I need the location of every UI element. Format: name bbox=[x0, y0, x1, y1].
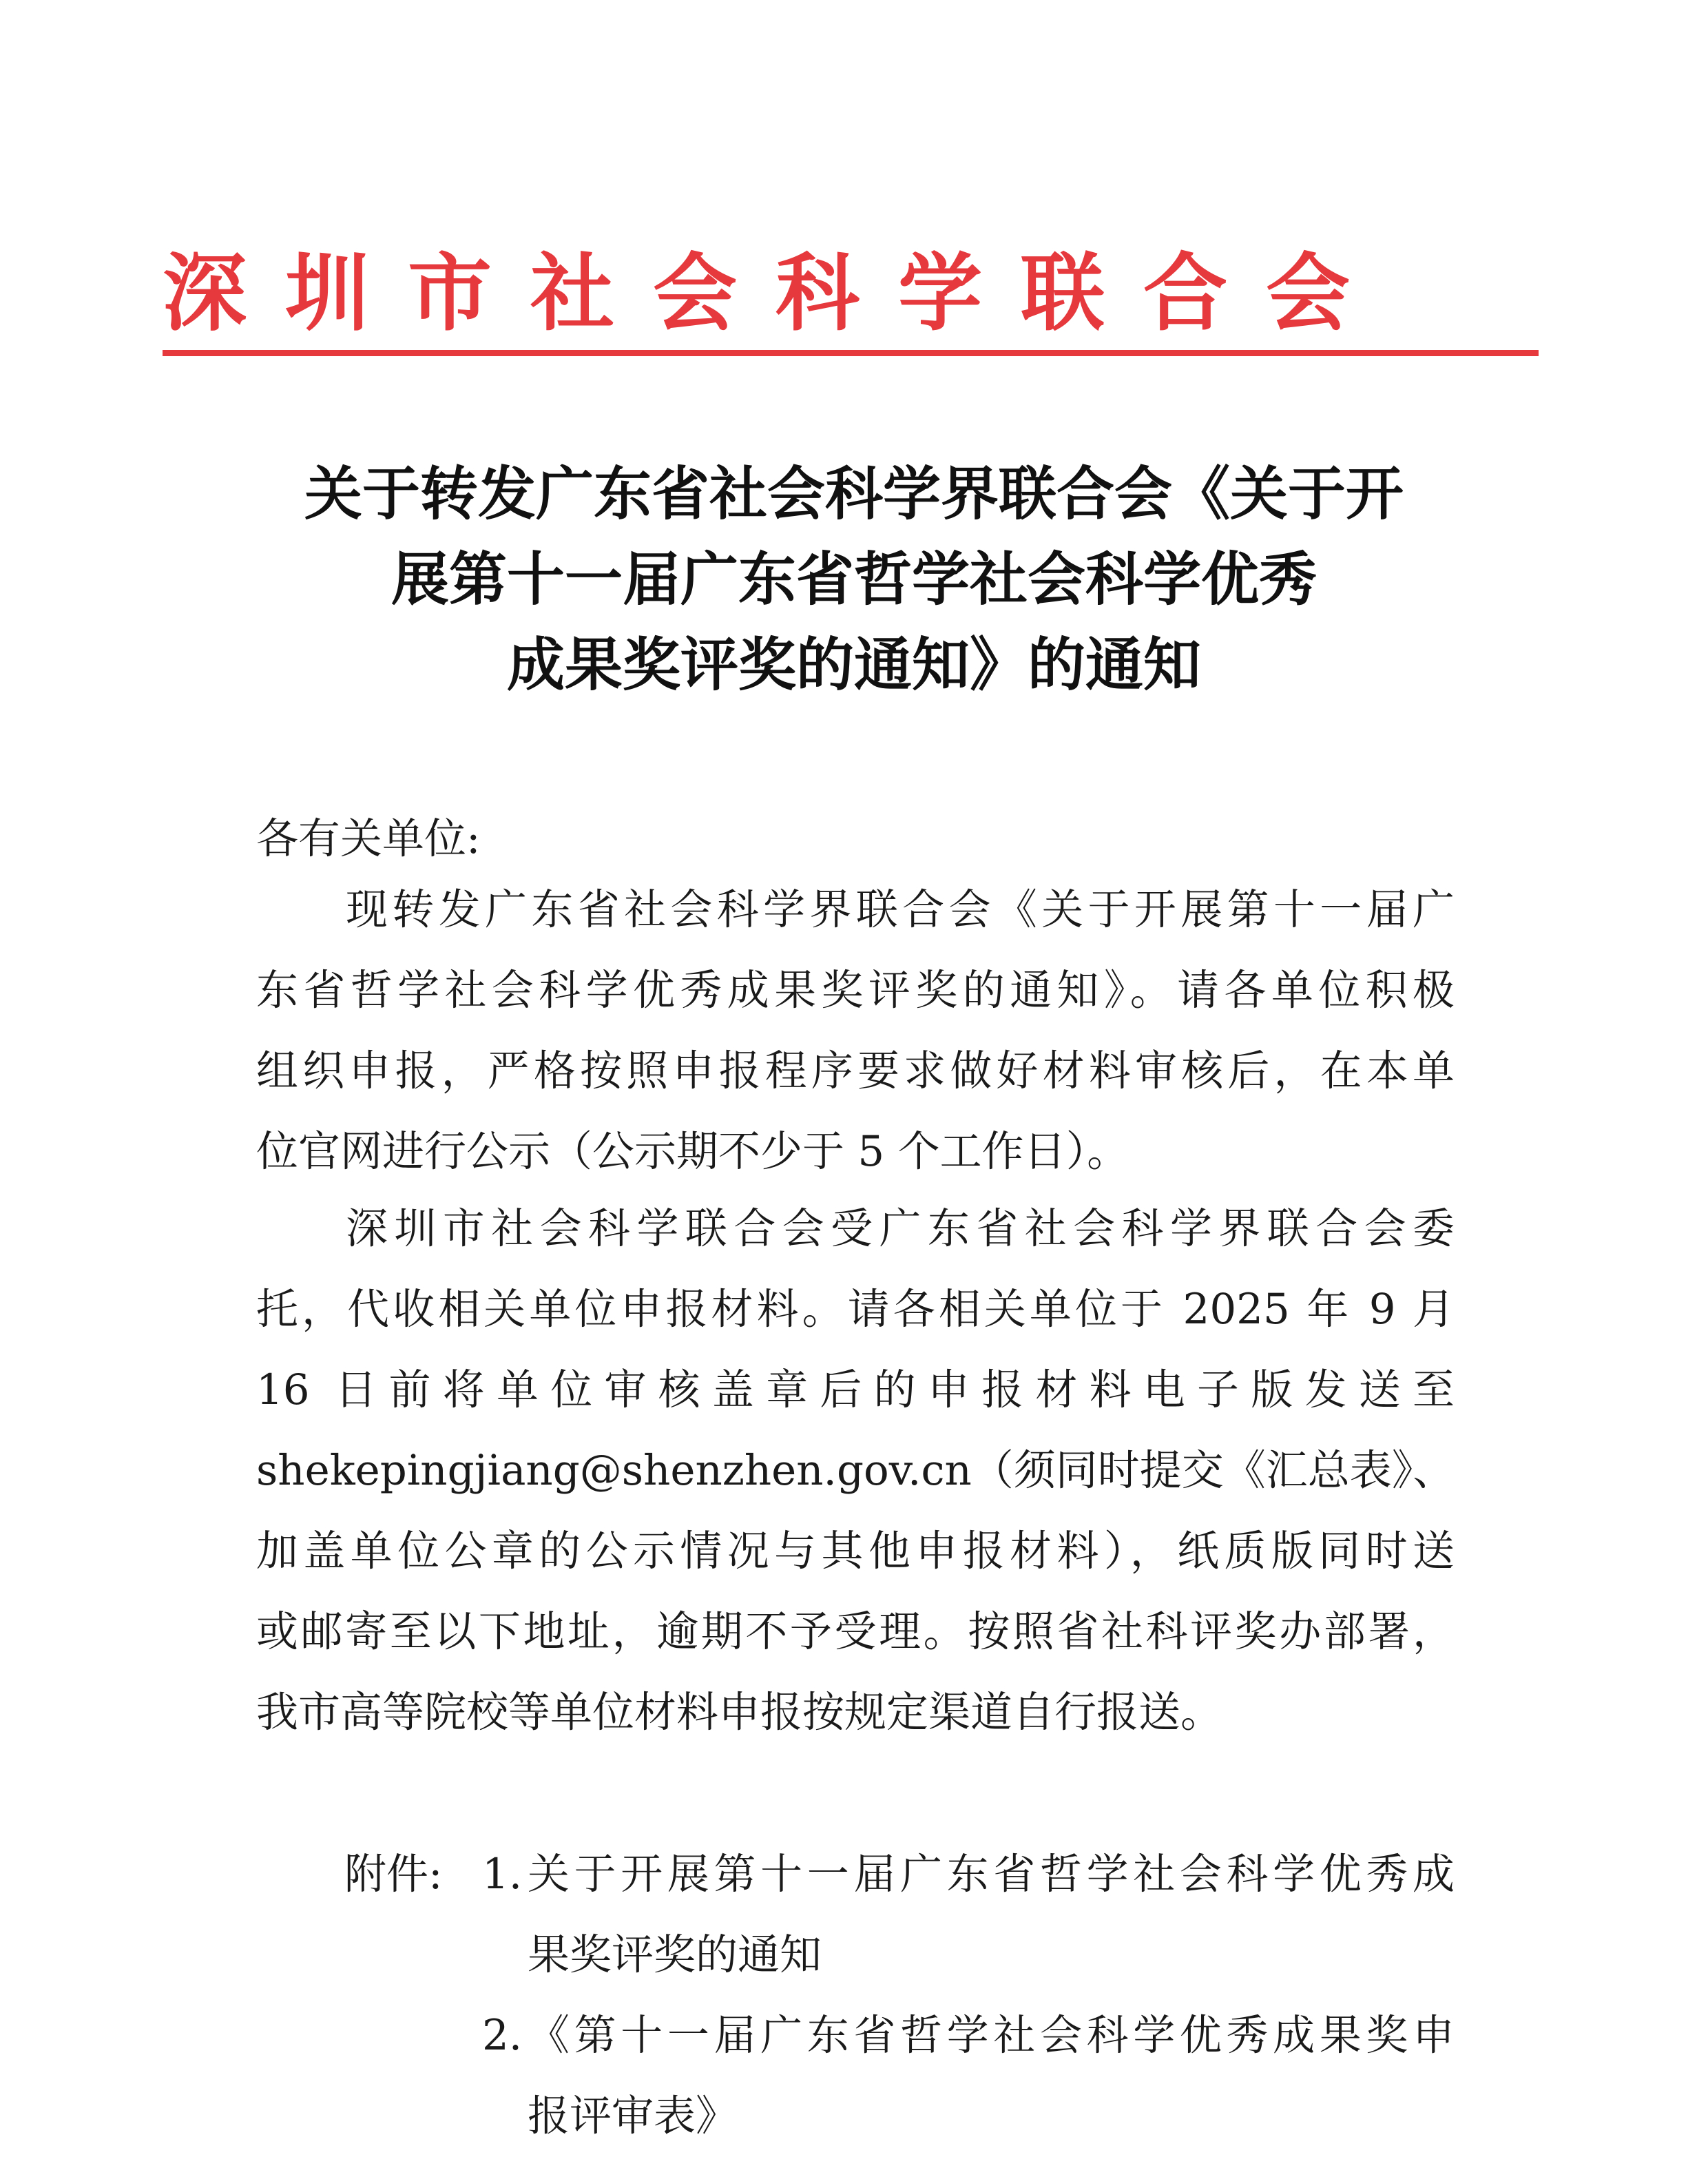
paragraph-2-line-1: 深圳市社会科学联合会受广东省社会科学界联合会委 bbox=[346, 1204, 1455, 1253]
attachment-item-2 bbox=[344, 1995, 1455, 2076]
title-line-1: 关于转发广东省社会科学界联合会《关于开 bbox=[304, 460, 1404, 528]
attachment-title-line-2: 报评审表》 bbox=[528, 2092, 738, 2140]
attachment-item-1-continued bbox=[344, 1914, 1455, 1995]
title-line-2: 展第十一届广东省哲学社会科学优秀 bbox=[390, 546, 1317, 613]
paragraph-2-line-4: shekepingjiang@shenzhen.gov.cn（须同时提交《汇总表》、 bbox=[256, 1446, 1455, 1495]
attachments bbox=[344, 1834, 1455, 2156]
paragraph-2-line-6: 或邮寄至以下地址，逾期不予受理。按照省社科评奖办部署， bbox=[256, 1607, 1455, 1656]
attachment-number: 2. bbox=[482, 2011, 523, 2060]
attachments-label: 附件: bbox=[344, 1850, 443, 1899]
attachment-title-line-1: 关于开展第十一届广东省哲学社会科学优秀成 bbox=[528, 1850, 1455, 1899]
attachment-item-2-continued bbox=[344, 2076, 1455, 2156]
organization-header: 深圳市社会科学联合会 bbox=[163, 243, 1388, 342]
red-header-rule bbox=[163, 350, 1539, 356]
paragraph-1-line-2: 东省哲学社会科学优秀成果奖评奖的通知》。请各单位积极 bbox=[256, 966, 1455, 1015]
salutation: 各有关单位: bbox=[256, 814, 481, 863]
attachment-title-line-2: 果奖评奖的通知 bbox=[528, 1930, 822, 1979]
attachment-number: 1. bbox=[482, 1850, 523, 1899]
paragraph-1 bbox=[256, 869, 1455, 1192]
paragraph-2-line-5: 加盖单位公章的公示情况与其他申报材料），纸质版同时送 bbox=[256, 1527, 1455, 1576]
paragraph-2-line-2: 托，代收相关单位申报材料。请各相关单位于 2025 年 9 月 bbox=[256, 1285, 1455, 1334]
paragraph-1-line-1: 现转发广东省社会科学界联合会《关于开展第十一届广 bbox=[346, 885, 1455, 934]
paragraph-1-line-4: 位官网进行公示（公示期不少于 5 个工作日）。 bbox=[256, 1127, 1129, 1176]
paragraph-1-line-3: 组织申报，严格按照申报程序要求做好材料审核后，在本单 bbox=[256, 1046, 1455, 1095]
attachment-title-line-1: 《第十一届广东省哲学社会科学优秀成果奖申 bbox=[528, 2011, 1455, 2060]
attachment-item-1 bbox=[344, 1834, 1455, 1914]
paragraph-2 bbox=[256, 1188, 1455, 1753]
document-title bbox=[163, 451, 1545, 708]
paragraph-2-line-7: 我市高等院校等单位材料申报按规定渠道自行报送。 bbox=[256, 1688, 1223, 1737]
paragraph-2-line-3: 16 日前将单位审核盖章后的申报材料电子版发送至 bbox=[256, 1365, 1455, 1414]
title-line-3: 成果奖评奖的通知》的通知 bbox=[506, 631, 1201, 699]
